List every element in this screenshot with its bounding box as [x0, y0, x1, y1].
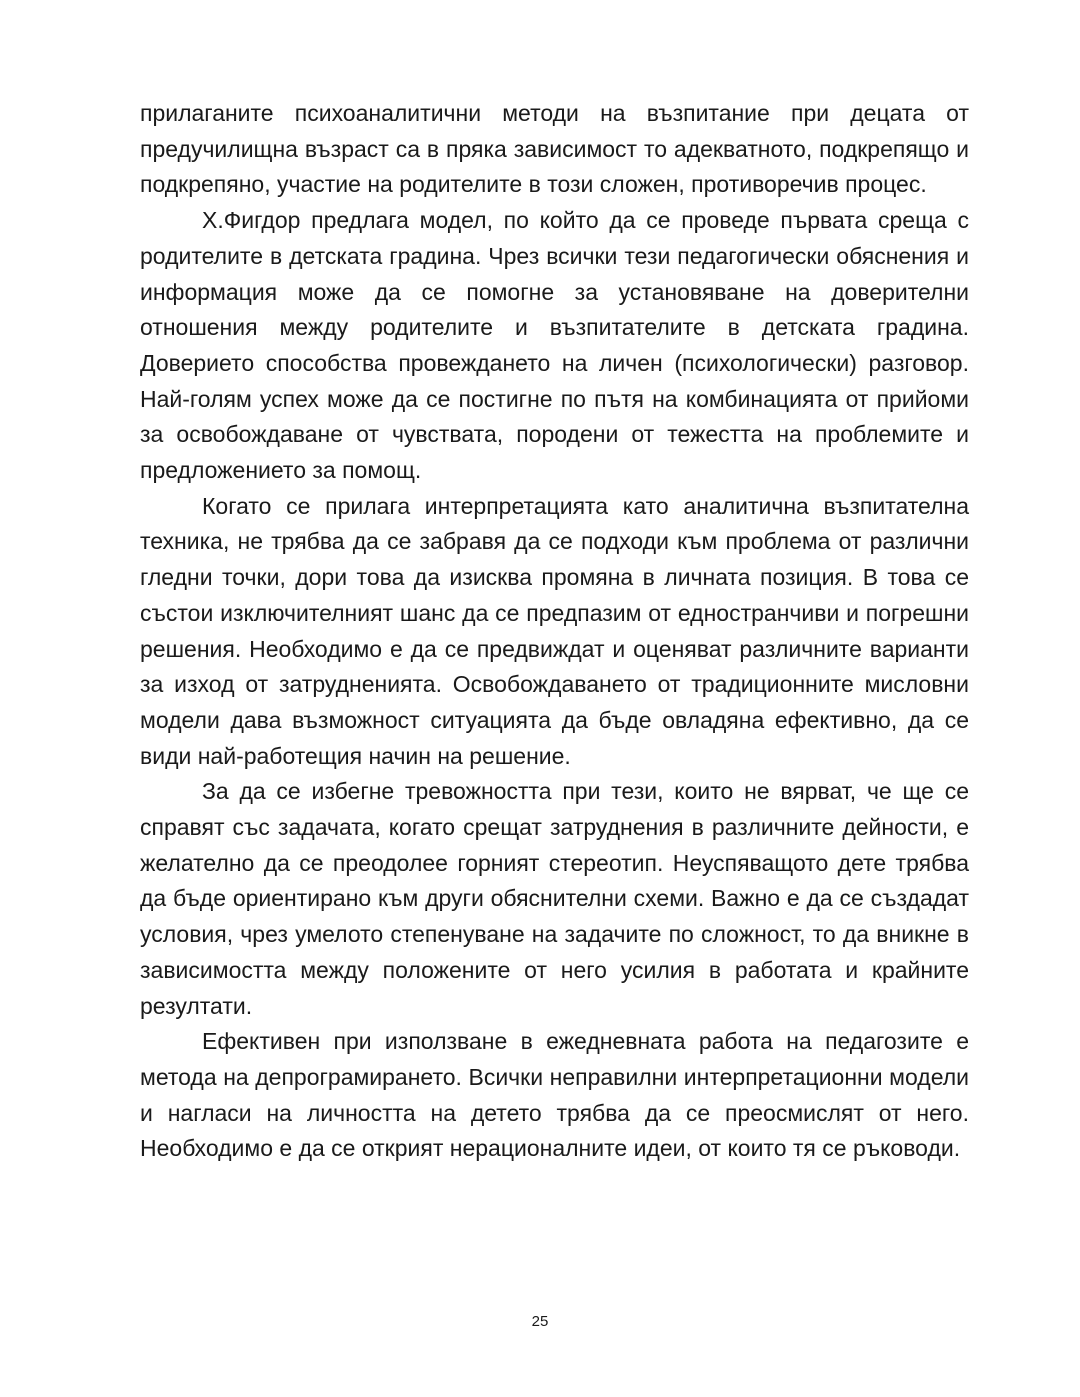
- paragraph-5: Ефективен при използване в ежедневната работа на педагозите е метода на депрограмирането. Всички неправилни интерпретационни модели и нагласи на личността на детето трябва да се преосмислят от него. Необходимо е да се открият нерационалните идеи, от които тя се ръководи.: [140, 1028, 969, 1162]
- page-number: 25: [531, 1313, 549, 1330]
- body-text: [140, 96, 969, 1167]
- paragraph-2: Х.Фигдор предлага модел, по който да се проведе първата среща с родителите в детската градина. Чрез всички тези педагогически обяснения и информация може да се помогне за установяване на доверителни отношения между родителите и възпитателите в детската градина. Доверието способства провеждането на личен (психологически) разговор. Най-голям успех може да се постигне по пътя на комбинацията от прийоми за освобождаване от чувствата, породени от тежестта на проблемите и предложението за помощ.: [140, 207, 969, 484]
- paragraph-3: Когато се прилага интерпретацията като аналитична възпитателна техника, не трябва да се забравя да се подходи към проблема от различни гледни точки, дори това да изисква промяна в личната позиция. В това се състои изключителният шанс да се предпазим от едностранчиви и погрешни решения. Необходимо е да се предвиждат и оценяват различните варианти за изход от затрудненията. Освобождаването от традиционните мисловни модели дава възможност ситуацията да бъде овладяна ефективно, да се види най-работещия начин на решение.: [140, 492, 969, 769]
- paragraph-1: прилаганите психоаналитични методи на възпитание при децата от предучилищна възраст са в пряка зависимост то адекватното, подкрепящо и подкрепяно, участие на родителите в този сложен, противоречив процес.: [140, 100, 969, 198]
- paragraph-4: За да се избегне тревожността при тези, които не вярват, че ще се справят със задачата, когато срещат затруднения в различните дейности, е желателно да се преодолее горният стереотип. Неуспяващото дете трябва да бъде ориентирано към други обяснителни схеми. Важно е да се създадат условия, чрез умелото степенуване на задачите по сложност, то да вникне в зависимостта между положените от него усилия в работата и крайните резултати.: [140, 778, 969, 1019]
